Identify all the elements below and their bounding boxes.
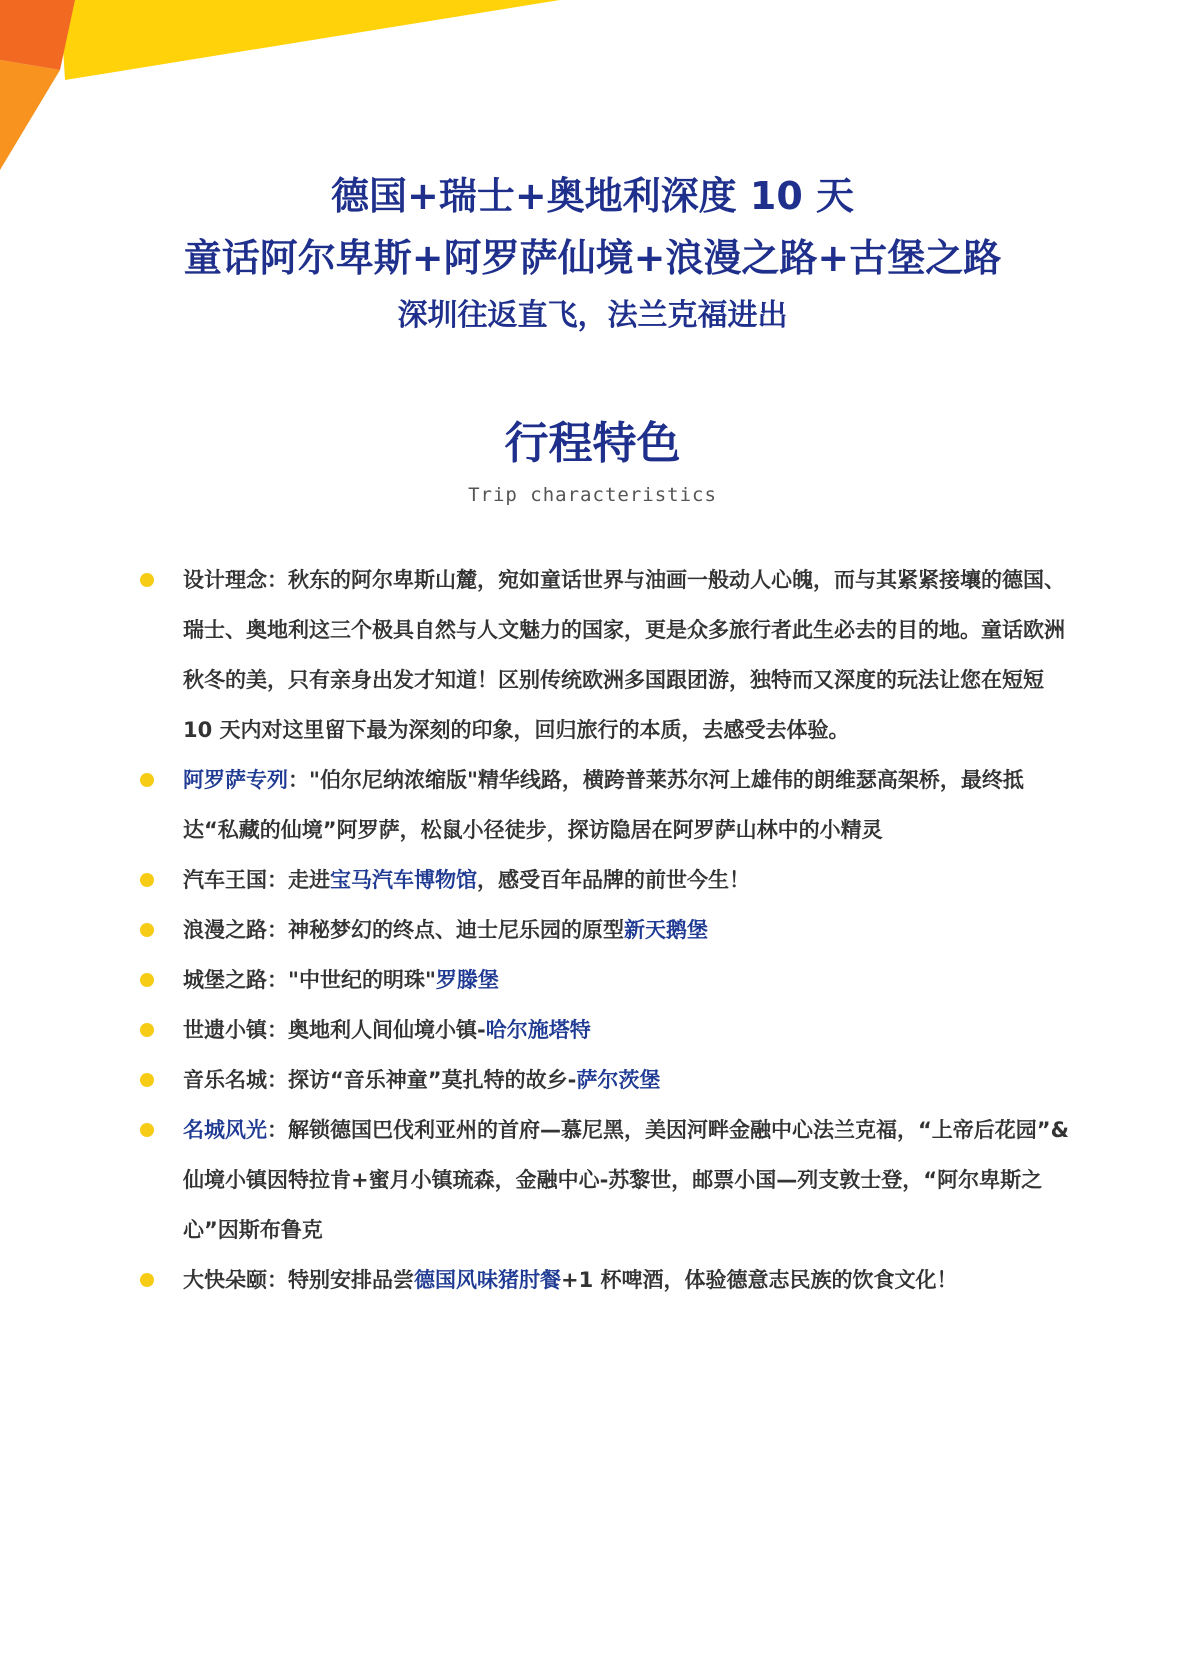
feature-item xyxy=(140,905,1070,955)
feature-text: 汽车王国：走进 xyxy=(183,868,330,892)
document-title-block xyxy=(0,170,1185,338)
section-subtitle: Trip characteristics xyxy=(468,484,717,506)
bullet-dot-icon xyxy=(140,873,154,887)
feature-highlight: 罗滕堡 xyxy=(435,968,499,992)
feature-text: ：解锁德国巴伐利亚州的首府—慕尼黑，美因河畔金融中心法兰克福，“上帝后花园”&仙境小镇因特拉肯+蜜月小镇琉森，金融中心-苏黎世，邮票小国—列支敦士登，“阿尔卑斯之心”因斯布鲁克 xyxy=(183,1118,1069,1242)
bullet-dot-icon xyxy=(140,923,154,937)
feature-text: 浪漫之路：神秘梦幻的终点、迪士尼乐园的原型 xyxy=(183,918,624,942)
bullet-dot-icon xyxy=(140,573,154,587)
feature-highlight: 阿罗萨专列 xyxy=(183,768,288,792)
feature-text: ，感受百年品牌的前世今生！ xyxy=(477,868,750,892)
feature-item xyxy=(140,755,1070,855)
feature-text: 音乐名城：探访“音乐神童”莫扎特的故乡- xyxy=(183,1068,577,1092)
bullet-dot-icon xyxy=(140,1123,154,1137)
bullet-dot-icon xyxy=(140,1273,154,1287)
feature-highlight: 哈尔施塔特 xyxy=(485,1018,591,1042)
bullet-dot-icon xyxy=(140,973,154,987)
feature-text: +1 杯啤酒，体验德意志民族的饮食文化！ xyxy=(561,1268,958,1292)
bullet-dot-icon xyxy=(140,1073,154,1087)
feature-text: 大快朵颐：特别安排品尝 xyxy=(183,1268,414,1292)
feature-item xyxy=(140,1005,1070,1055)
feature-item xyxy=(140,1255,1070,1305)
title-line-1: 德国+瑞士+奥地利深度 10 天 xyxy=(330,174,855,218)
feature-item xyxy=(140,555,1070,755)
feature-list xyxy=(140,555,1070,1305)
title-line-3: 深圳往返直飞，法兰克福进出 xyxy=(397,298,788,333)
corner-decoration xyxy=(0,0,600,190)
feature-text: ："伯尔尼纳浓缩版"精华线路，横跨普莱苏尔河上雄伟的朗维瑟高架桥，最终抵达“私藏的仙境”阿罗萨，松鼠小径徒步，探访隐居在阿罗萨山林中的小精灵 xyxy=(183,768,1024,842)
section-title: 行程特色 xyxy=(504,418,681,469)
title-line-2: 童话阿尔卑斯+阿罗萨仙境+浪漫之路+古堡之路 xyxy=(183,236,1002,280)
feature-highlight: 名城风光 xyxy=(183,1118,267,1142)
feature-highlight: 德国风味猪肘餐 xyxy=(414,1268,561,1292)
feature-item xyxy=(140,1055,1070,1105)
feature-text: 设计理念：秋东的阿尔卑斯山麓，宛如童话世界与油画一般动人心魄，而与其紧紧接壤的德国、瑞士、奥地利这三个极具自然与人文魅力的国家，更是众多旅行者此生必去的目的地。童话欧洲秋冬的美，只有亲身出发才知道！区别传统欧洲多国跟团游，独特而又深度的玩法让您在短短 10 天内对这里留下最为深刻的印象，回归旅行的本质，去感受去体验。 xyxy=(183,568,1065,742)
feature-item xyxy=(140,1105,1070,1255)
feature-text: 世遗小镇：奥地利人间仙境小镇- xyxy=(183,1018,486,1042)
bullet-dot-icon xyxy=(140,1023,154,1037)
feature-highlight: 宝马汽车博物馆 xyxy=(330,868,477,892)
bullet-dot-icon xyxy=(140,773,154,787)
feature-item xyxy=(140,855,1070,905)
feature-text: 城堡之路："中世纪的明珠" xyxy=(183,968,436,992)
feature-item xyxy=(140,955,1070,1005)
feature-highlight: 新天鹅堡 xyxy=(624,918,708,942)
feature-highlight: 萨尔茨堡 xyxy=(576,1068,661,1092)
